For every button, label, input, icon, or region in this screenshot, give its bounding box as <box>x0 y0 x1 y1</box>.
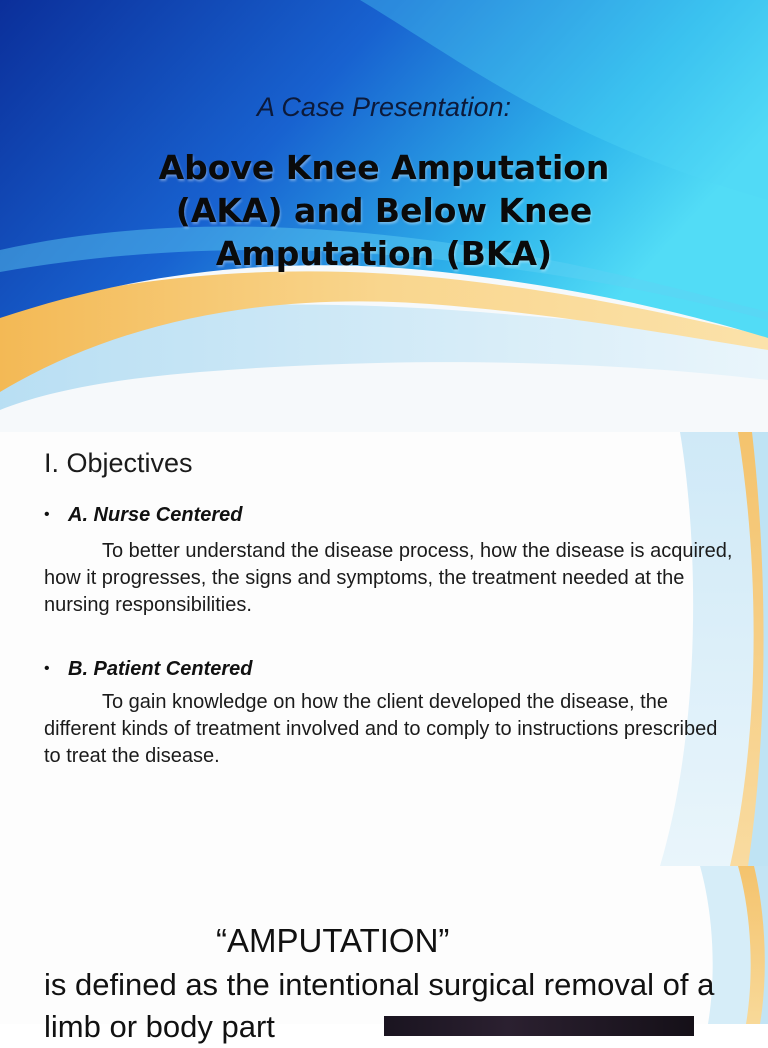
objective-label-text: A. Nurse Centered <box>68 504 243 526</box>
presentation-subtitle: A Case Presentation: <box>256 92 512 122</box>
objective-label-text: B. Patient Centered <box>68 658 253 680</box>
title-line: Amputation (BKA) <box>215 234 553 273</box>
bullet-icon: • <box>44 660 50 677</box>
term-heading: “AMPUTATION” <box>216 922 450 959</box>
objective-text-patient: To gain knowledge on how the client developed the disease, the different kinds of treatment involved and to comply to instructions prescribed to treat the disease. <box>44 691 718 767</box>
objective-text-nurse: To better understand the disease process, how the disease is acquired, how it progresses, the signs and symptoms, the treatment needed at the nursing responsibilities. <box>44 540 733 616</box>
bullet-icon: • <box>44 506 50 523</box>
title-line: Above Knee Amputation <box>158 148 610 187</box>
presentation-title <box>100 146 668 275</box>
title-slide <box>0 0 768 432</box>
objective-label-nurse <box>44 504 243 527</box>
term-definition: is defined as the intentional surgical removal of a limb or body part <box>44 967 715 1044</box>
definition-slide <box>0 866 768 1044</box>
objectives-slide <box>0 432 768 866</box>
title-line: (AKA) and Below Knee <box>175 191 593 230</box>
slide-background-waves <box>0 432 768 866</box>
section-heading: I. Objectives <box>44 448 193 478</box>
objective-label-patient <box>44 658 252 681</box>
amputation-photo <box>384 1016 694 1036</box>
